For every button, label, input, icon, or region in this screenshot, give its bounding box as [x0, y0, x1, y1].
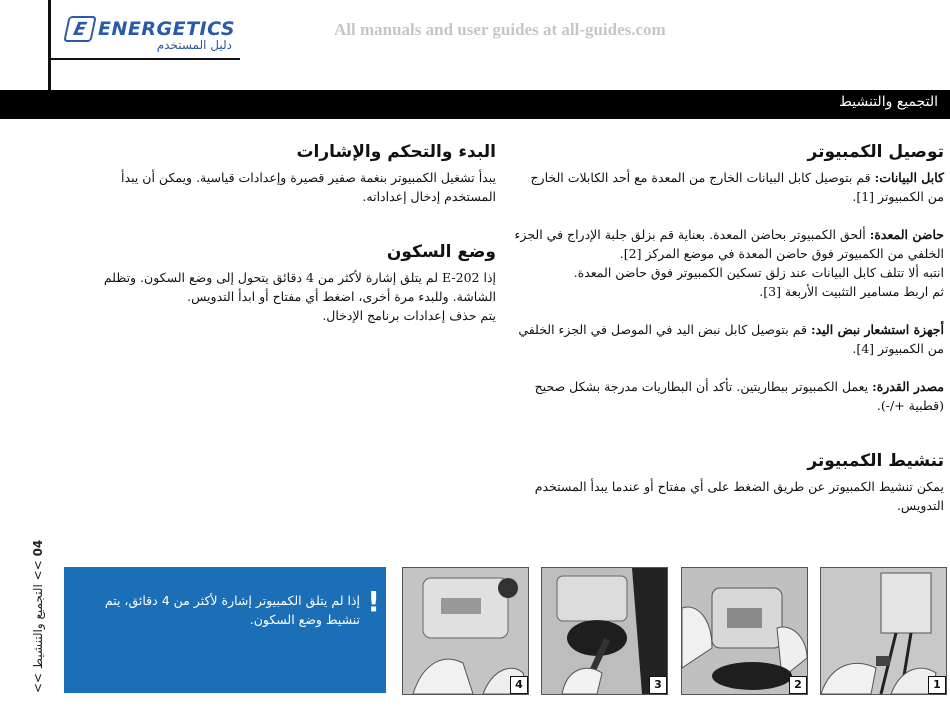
sleep-text: إذا E-202 لم يتلق إشارة لأكثر من 4 دقائق يتحول إلى وضع السكون. وتظلم الشاشة. وللبدء مرة أخرى، اضغط أي مفتاح أو ابدأ التدويس.	[103, 270, 496, 304]
header-vertical-rule	[48, 0, 51, 90]
side-page-tab	[26, 540, 50, 700]
side-tab-arrows: >>	[31, 560, 45, 581]
activate-computer-heading: تنشيط الكمبيوتر	[807, 451, 944, 471]
holder-text: ألحق الكمبيوتر بحاضن المعدة. بعناية قم بزلق جلبة الإدراج في الجزء الخلفي من الكمبيوتر فوق حاضن المعدة في موضع المركز [2].	[514, 227, 944, 261]
header-horizontal-rule	[50, 58, 240, 60]
photo-number-2: 2	[789, 676, 807, 694]
watermark-text: All manuals and user guides at all-guides.com	[334, 20, 666, 39]
photo-step-4	[402, 567, 529, 695]
right-column	[514, 140, 944, 515]
photo-step-1	[820, 567, 947, 695]
power-text: يعمل الكمبيوتر ببطاريتين. تأكد أن البطاريات مدرجة بشكل صحيح (قطبية +/-).	[534, 379, 944, 413]
exclamation-icon: !	[367, 585, 380, 618]
holder-paragraph	[514, 225, 944, 263]
side-tab-text	[31, 537, 45, 693]
photo-step-2	[681, 567, 808, 695]
holder-note: انتبه ألا تتلف كابل البيانات عند زلق تسكين الكمبيوتر فوق حاضن المعدة.	[573, 265, 944, 280]
sleep-mode-heading: وضع السكون	[386, 242, 496, 262]
data-cable-text: قم بتوصيل كابل البيانات الخارج من المعدة مع أحد الكابلات الخارج من الكمبيوتر [1].	[530, 170, 944, 204]
activate-text: يمكن تنشيط الكمبيوتر عن طريق الضغط على أي مفتاح أو عندما يبدأ المستخدم التدويس.	[534, 479, 944, 513]
photo-number-4: 4	[510, 676, 528, 694]
brand-name: ENERGETICS	[98, 18, 236, 40]
left-column	[66, 140, 496, 325]
note-text: إذا لم يتلق الكمبيوتر إشارة لأكثر من 4 دقائق، يتم تنشيط وضع السكون.	[104, 593, 360, 627]
data-cable-label: كابل البيانات:	[874, 170, 944, 185]
pulse-label: أجهزة استشعار نبض اليد:	[810, 322, 944, 337]
side-tab-label: التجميع والتنشيط	[31, 584, 45, 670]
holder-label: حاضن المعدة:	[869, 227, 944, 242]
power-label: مصدر القدرة:	[872, 379, 944, 394]
photo-number-3: 3	[649, 676, 667, 694]
data-cable-paragraph	[514, 168, 944, 206]
power-paragraph	[514, 377, 944, 415]
side-tab-arrows-2: >>	[31, 672, 45, 693]
connect-computer-heading: توصيل الكمبيوتر	[807, 142, 944, 162]
photo-step-3	[541, 567, 668, 695]
pulse-text: قم بتوصيل كابل نبض اليد في الموصل في الجزء الخلفي من الكمبيوتر [4].	[518, 322, 944, 356]
start-control-heading: البدء والتحكم والإشارات	[296, 142, 496, 162]
sleep-mode-note-box	[64, 567, 386, 693]
user-guide-subtitle: دليل المستخدم	[156, 38, 232, 52]
section-title: التجميع والتنشيط	[838, 94, 938, 110]
sleep-text-2: يتم حذف إعدادات برنامج الإدخال.	[322, 308, 496, 323]
page-number: 04	[31, 539, 45, 557]
brand-logo-mark: E	[63, 16, 97, 42]
photo-number-1: 1	[928, 676, 946, 694]
pulse-paragraph	[514, 320, 944, 358]
section-title-bar	[0, 90, 950, 119]
start-text: يبدأ تشغيل الكمبيوتر بنغمة صفير قصيرة وإعدادات قياسية. ويمكن أن يبدأ المستخدم إدخال إعداداته.	[121, 170, 496, 204]
holder-screws: ثم اربط مسامير التثبيت الأربعة [3].	[759, 284, 944, 299]
